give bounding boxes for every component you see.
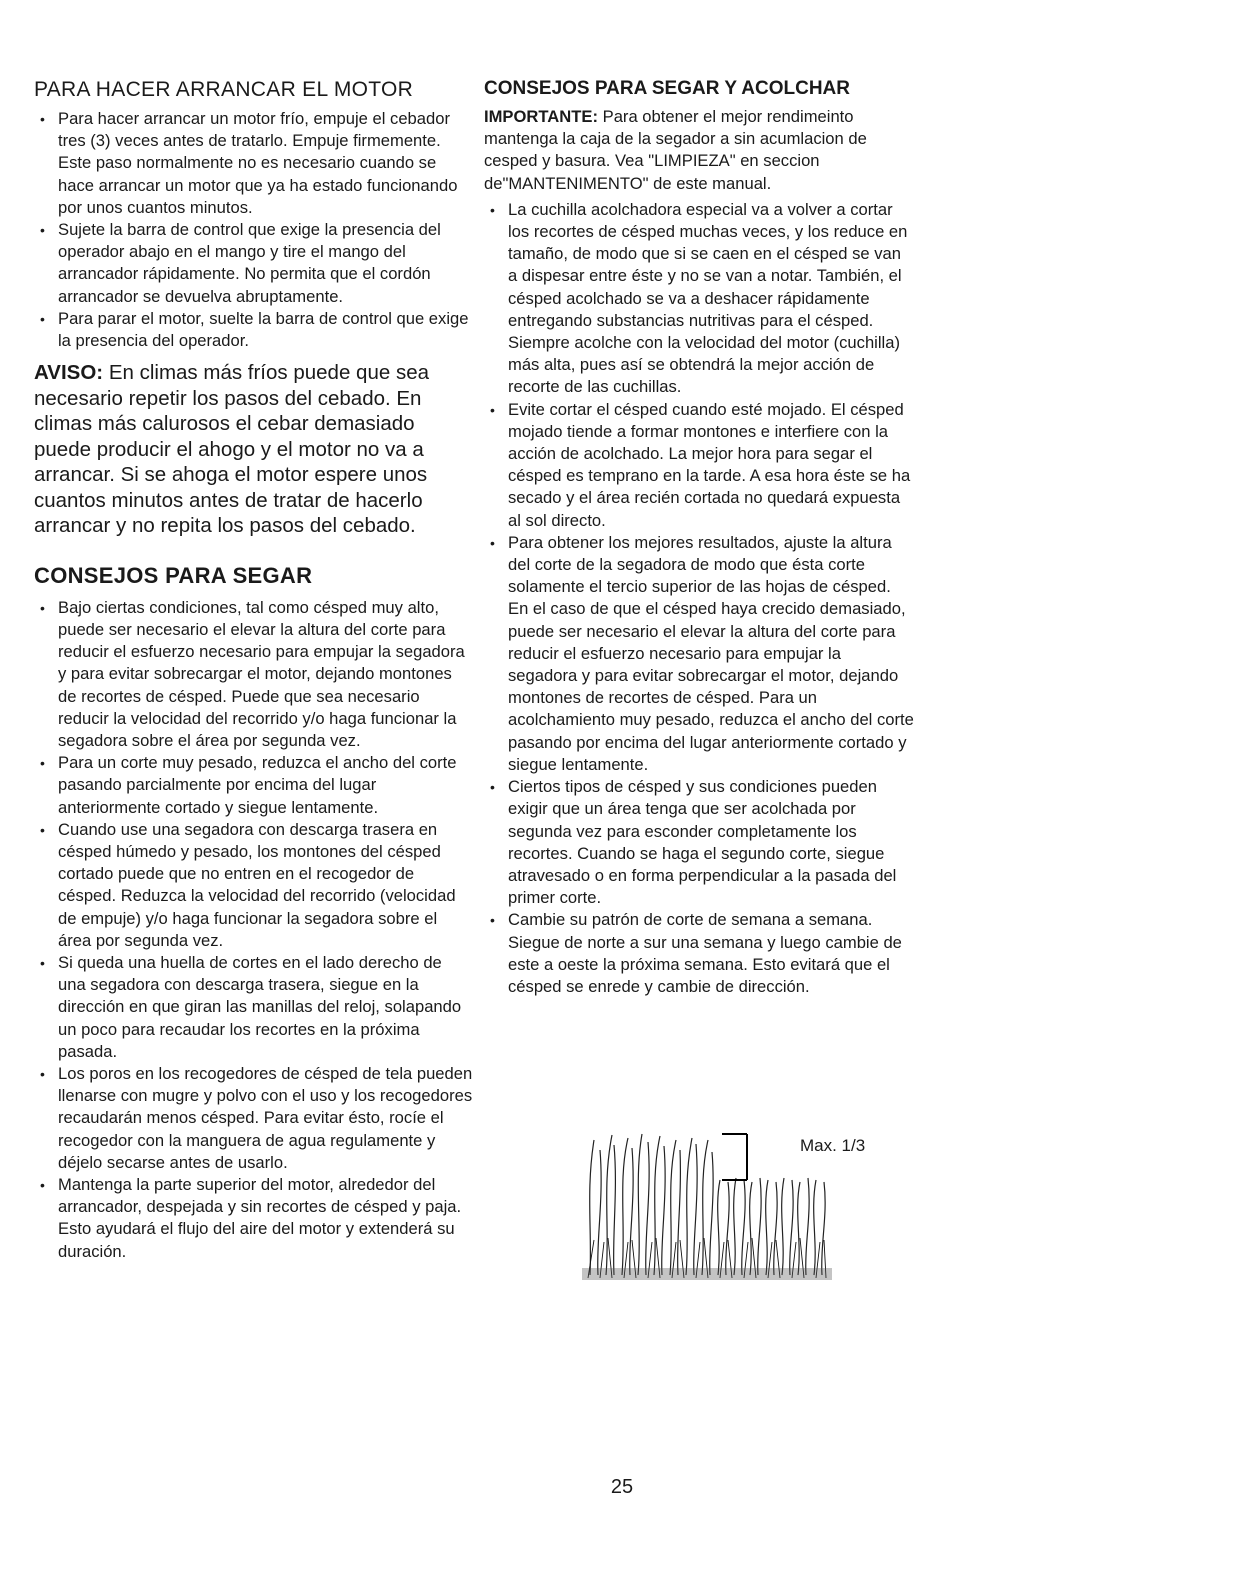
- list-item: • Cuando use una segadora con descarga trasera en césped húmedo y pesado, los montones del césped cortado puede que no entren en el recogedor de césped. Reduzca la velocidad del recorrido (velocidad de empuje) y/o haga funcionar la segadora sobre el área por segunda vez.: [34, 819, 474, 952]
- max-third-label: Max. 1/3: [800, 1136, 866, 1155]
- list-item: • Cambie su patrón de corte de semana a semana. Siegue de norte a sur una semana y luego cambie de este a oeste la próxima semana. Esto evitará que el césped se enrede y cambie de dirección.: [484, 909, 914, 998]
- right-column: [484, 78, 914, 998]
- important-text: Para obtener el mejor rendimeinto mantenga la caja de la segador a sin acumlacion de cesped y basura. Vea "LIMPIEZA" en seccion de"MANTENIMENTO" de este manual.: [484, 107, 867, 193]
- list-item: • Sujete la barra de control que exige la presencia del operador abajo en el mango y tire el mango del arrancador rápidamente. No permita que el cordón arrancador se devuelva abruptamente.: [34, 219, 474, 308]
- important-paragraph: [484, 106, 914, 195]
- list-item: • Para obtener los mejores resultados, ajuste la altura del corte de la segadora de modo que ésta corte solamente el tercio superior de las hojas de césped. En el caso de que el césped haya crecido demasiado, puede ser necesario el elevar la altura del corte para reducir el esfuerzo necesario para empujar la segadora y para evitar sobrecargar el motor, dejando montones de recortes de césped. Para un acolchamiento muy pesado, reduzca el ancho del corte pasando por encima del lugar anteriormente cortado y siegue lentamente.: [484, 532, 914, 776]
- engine-start-list: [34, 108, 474, 352]
- list-item: • Mantenga la parte superior del motor, alrededor del arrancador, despejada y sin recortes de césped y paja. Esto ayudará el flujo del aire del motor y extenderá su duración.: [34, 1174, 474, 1263]
- mulching-tips-title: CONSEJOS PARA SEGAR Y ACOLCHAR: [484, 78, 850, 99]
- list-item: • Para un corte muy pesado, reduzca el ancho del corte pasando parcialmente por encima del lugar anteriormente cortado y siegue lentamente.: [34, 752, 474, 819]
- list-item: • Ciertos tipos de césped y sus condiciones pueden exigir que un área tenga que ser acolchada por segunda vez para esconder completamente los recortes. Cuando se haga el segundo corte, siegue atravesado o en forma perpendicular a la pasada del primer corte.: [484, 776, 914, 909]
- mowing-tips-list: [34, 597, 474, 1263]
- page-number: 25: [610, 1476, 634, 1498]
- ground-shadow: [582, 1268, 832, 1280]
- list-item: • Los poros en los recogedores de césped de tela pueden llenarse con mugre y polvo con el uso y los recogedores recaudarán menos césped. Para evitar ésto, rocíe el recogedor con la manguera de agua regulamente y déjelo secarse antes de usarlo.: [34, 1063, 474, 1174]
- left-column: [34, 78, 474, 1263]
- engine-start-title: PARA HACER ARRANCAR EL MOTOR: [34, 78, 414, 101]
- mulching-tips-list: [484, 199, 914, 998]
- aviso-paragraph: [34, 360, 474, 539]
- aviso-text: En climas más fríos puede que sea necesario repetir los pasos del cebado. En climas más calurosos el cebar demasiado puede producir el ahogo y el motor no va a arrancar. Si se ahoga el motor espere unos cuantos minutos antes de tratar de hacerlo arrancar y no repita los pasos del cebado.: [34, 361, 430, 538]
- list-item: • La cuchilla acolchadora especial va a volver a cortar los recortes de césped muchas veces, y los reduce en tamaño, de modo que si se caen en el césped se van a dispesar entre éste y no se van a notar. También, el césped acolchado se va a deshacer rápidamente entregando substancias nutritivas para el césped. Siempre acolche con la velocidad del motor (cuchilla) más alta, pues así se obtendrá la mejor acción de recorte de las cuchillas.: [484, 199, 914, 399]
- list-item: • Evite cortar el césped cuando esté mojado. El césped mojado tiende a formar montones e interfiere con la acción de acolchado. La mejor hora para segar el césped es temprano en la tarde. A esa hora éste se ha secado y el área recién cortada no quedará expuesta al sol directo.: [484, 399, 914, 532]
- aviso-label: AVISO:: [34, 361, 104, 385]
- grass-blades: [590, 1134, 825, 1275]
- mowing-tips-title: CONSEJOS PARA SEGAR: [34, 562, 313, 588]
- important-label: IMPORTANTE:: [484, 107, 598, 126]
- list-item: • Si queda una huella de cortes en el lado derecho de una segadora con descarga trasera, siegue en la dirección en que giran las manillas del reloj, solapando un poco para recaudar los recortes en la próxima pasada.: [34, 952, 474, 1063]
- list-item: • Bajo ciertas condiciones, tal como césped muy alto, puede ser necesario el elevar la altura del corte para reducir el esfuerzo necesario para empujar la segadora y para evitar sobrecargar el motor, dejando montones de recortes de césped. Puede que sea necesario reducir la velocidad del recorrido y/o haga funcionar la segadora sobre el área por segunda vez.: [34, 597, 474, 752]
- max-height-marker: [722, 1134, 747, 1180]
- list-item: • Para parar el motor, suelte la barra de control que exige la presencia del operador.: [34, 308, 474, 352]
- list-item: • Para hacer arrancar un motor frío, empuje el cebador tres (3) veces antes de tratarlo. Empuje firmemente. Este paso normalmente no es necesario cuando se hace arrancar un motor que ya ha estado funcionando por unos cuantos minutos.: [34, 108, 474, 219]
